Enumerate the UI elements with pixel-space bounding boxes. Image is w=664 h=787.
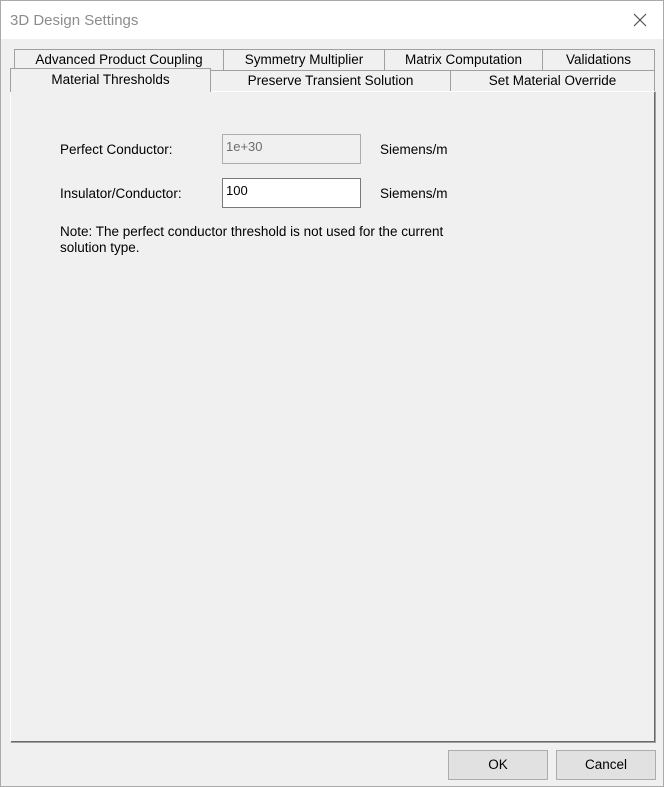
insulator-conductor-unit: Siemens/m [380, 186, 448, 201]
tab-preserve-transient-solution[interactable]: Preserve Transient Solution [210, 70, 451, 91]
close-icon [633, 13, 647, 27]
tab-advanced-product-coupling[interactable]: Advanced Product Coupling [14, 49, 224, 70]
tab-panel-material-thresholds [10, 91, 656, 743]
window-title: 3D Design Settings [10, 12, 139, 29]
tab-matrix-computation[interactable]: Matrix Computation [384, 49, 543, 70]
cancel-button[interactable]: Cancel [556, 750, 656, 780]
perfect-conductor-label: Perfect Conductor: [60, 142, 173, 157]
title-bar [1, 1, 663, 39]
tab-symmetry-multiplier[interactable]: Symmetry Multiplier [223, 49, 385, 70]
tab-validations[interactable]: Validations [542, 49, 655, 70]
insulator-conductor-label: Insulator/Conductor: [60, 186, 182, 201]
note-text: Note: The perfect conductor threshold is not used for the current solution type. [60, 224, 444, 255]
tab-material-thresholds[interactable]: Material Thresholds [10, 68, 211, 92]
insulator-conductor-field[interactable]: 100 [222, 178, 361, 208]
perfect-conductor-field[interactable]: 1e+30 [222, 134, 361, 164]
close-button[interactable] [623, 5, 657, 35]
perfect-conductor-unit: Siemens/m [380, 142, 448, 157]
tab-set-material-override[interactable]: Set Material Override [450, 70, 655, 91]
ok-button[interactable]: OK [448, 750, 548, 780]
